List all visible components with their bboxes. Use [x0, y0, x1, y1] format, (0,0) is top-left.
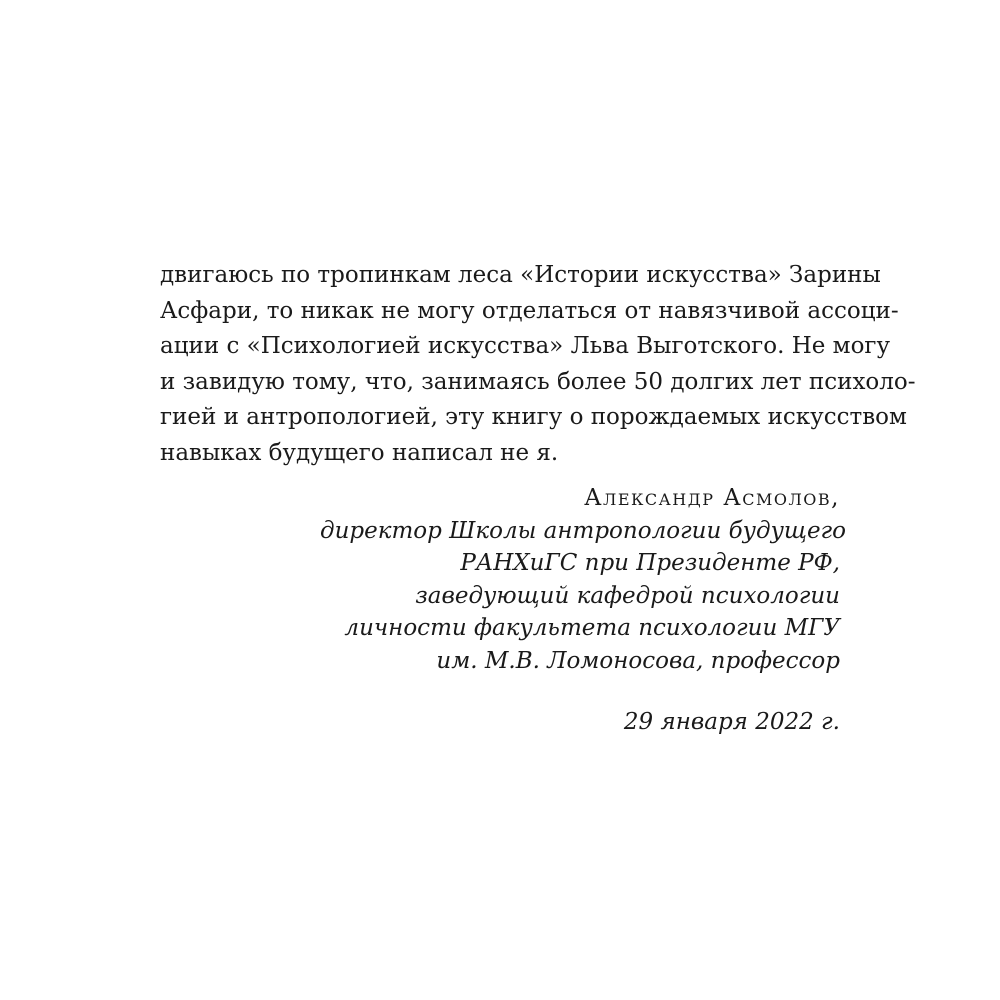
body-paragraph — [160, 258, 916, 471]
author-role-line: РАНХиГС при Президенте РФ, — [460, 550, 840, 576]
date-line: 29 января 2022 г. — [623, 709, 840, 735]
signature-block — [320, 482, 847, 677]
paragraph-line: Асфари, то никак не могу отделаться от навязчивой ассоци- — [160, 297, 899, 324]
author-role-line: заведующий кафедрой психологии — [415, 582, 840, 609]
author-role-line: им. М.В. Ломоносова, профессор — [436, 647, 840, 674]
paragraph-line: ации с «Психологией искусства» Льва Выготского. Не могу — [160, 333, 891, 359]
author-role-line: директор Школы антропологии будущего — [320, 517, 847, 544]
paragraph-last-line: навыках будущего написал не я. — [160, 439, 559, 466]
paragraph-line: гией и антропологией, эту книгу о порождаемых искусством — [160, 404, 907, 430]
paragraph-line: двигаюсь по тропинкам леса «Истории искусства» Зарины — [160, 262, 881, 288]
author-name: Александр Асмолов, — [584, 485, 840, 511]
paragraph-line: и завидую тому, что, занимаясь более 50 долгих лет психоло- — [160, 368, 916, 395]
author-role-line: личности факультета психологии МГУ — [344, 615, 840, 641]
